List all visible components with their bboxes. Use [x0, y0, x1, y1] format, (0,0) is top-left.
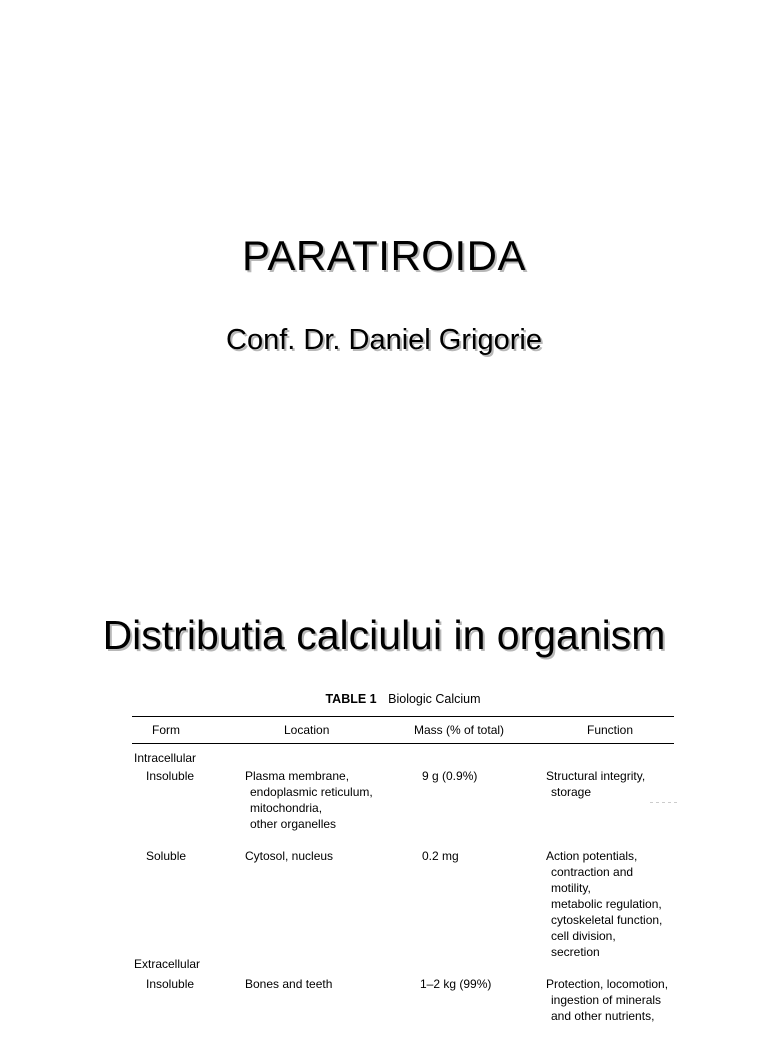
slide-title: PARATIROIDA — [242, 232, 526, 279]
row-form: Insoluble — [146, 769, 195, 783]
row-function — [546, 848, 674, 960]
row-location — [245, 768, 373, 832]
function-line: Protection, locomotion, — [546, 977, 669, 991]
col-header-location: Location — [284, 723, 330, 737]
function-line: metabolic regulation, — [551, 897, 662, 911]
function-line: Action potentials, — [546, 849, 638, 863]
slide-subtitle: Conf. Dr. Daniel Grigorie — [226, 324, 542, 356]
function-line: cell division, — [551, 929, 616, 943]
table-caption-text: Biologic Calcium — [388, 692, 481, 706]
location-line: Cytosol, nucleus — [245, 849, 334, 863]
location-line: Bones and teeth — [245, 977, 333, 991]
row-form: Soluble — [146, 849, 187, 863]
col-header-form: Form — [152, 723, 180, 737]
row-mass: 1–2 kg (99%) — [420, 977, 492, 991]
table-caption — [132, 692, 674, 706]
function-line: storage — [551, 785, 592, 799]
function-line: ingestion of minerals — [551, 993, 662, 1007]
location-line: other organelles — [250, 817, 337, 831]
function-line: contraction and motility, — [551, 865, 634, 895]
function-line: Structural integrity, — [546, 769, 646, 783]
row-location — [245, 848, 333, 864]
row-location — [245, 976, 332, 992]
function-line: secretion — [551, 945, 600, 959]
table-header — [132, 717, 674, 743]
location-line: Plasma membrane, — [245, 769, 350, 783]
col-header-function: Function — [587, 723, 634, 737]
row-mass: 9 g (0.9%) — [422, 769, 478, 783]
table-body — [132, 744, 674, 1044]
row-function — [546, 976, 668, 1024]
location-line: endoplasmic reticulum, — [250, 785, 373, 799]
table-number: TABLE 1 — [325, 692, 377, 706]
row-form: Insoluble — [146, 977, 195, 991]
calcium-table — [132, 692, 674, 1044]
row-mass: 0.2 mg — [422, 849, 459, 863]
scan-speckle — [650, 802, 680, 803]
col-header-mass: Mass (% of total) — [414, 723, 505, 737]
row-function — [546, 768, 645, 800]
group-label: Extracellular — [134, 957, 201, 971]
group-label: Intracellular — [134, 751, 197, 765]
location-line: mitochondria, — [250, 801, 323, 815]
function-line: cytoskeletal function, — [551, 913, 663, 927]
section-heading: Distributia calciului in organism — [102, 612, 666, 658]
function-line: and other nutrients, — [551, 1009, 655, 1023]
